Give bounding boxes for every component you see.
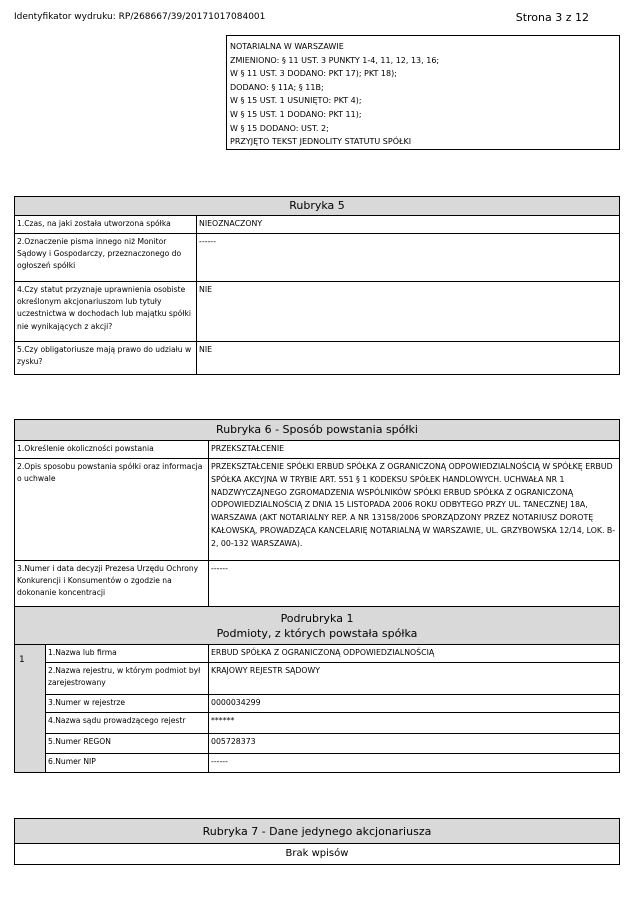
field-label: 1.Nazwa lub firma (46, 645, 209, 662)
section-title: Rubryka 5 (15, 197, 619, 216)
field-label: 5.Czy obligatoriusze mają prawo do udziału w zysku? (15, 342, 197, 374)
table-row (15, 441, 619, 459)
subsection-body (15, 645, 619, 772)
table-row (15, 342, 619, 374)
rubryka-5 (14, 196, 620, 375)
section-title: Rubryka 7 - Dane jedynego akcjonariusza (15, 819, 619, 844)
field-label: 4.Nazwa sądu prowadzącego rejestr (46, 713, 209, 733)
text-line: W § 11 UST. 3 DODANO: PKT 17); PKT 18); (230, 69, 397, 79)
field-value: ****** (211, 716, 235, 725)
table-row (46, 734, 619, 754)
text-line: PRZYJĘTO TEKST JEDNOLITY STATUTU SPÓŁKI (230, 137, 412, 147)
field-value: NIE (199, 285, 213, 294)
table-row (46, 754, 619, 772)
empty-message: Brak wpisów (285, 848, 349, 859)
table-row (15, 282, 619, 342)
text-line: NOTARIALNA W WARSZAWIE (230, 42, 344, 51)
section-title: Rubryka 6 - Sposób powstania spółki (15, 420, 619, 441)
table-row (46, 695, 619, 713)
field-label: 1.Czas, na jaki została utworzona spółka (15, 216, 197, 233)
field-label: 2.Oznaczenie pisma innego niż Monitor Sądowy i Gospodarczy, przeznaczonego do ogłoszeń spółki (15, 234, 197, 281)
subsection-title: Podrubryka 1 (280, 612, 354, 625)
field-label: 1.Określenie okoliczności powstania (15, 441, 209, 458)
text-line: W § 15 DODANO: UST. 2; (230, 123, 329, 133)
field-label: 6.Numer NIP (46, 754, 209, 772)
field-label: 4.Czy statut przyznaje uprawnienia osobiste określonym akcjonariuszom lub tytuły uczestnictwa w dochodach lub majątku spółki nie wynikających z akcji? (15, 282, 197, 341)
field-value: KRAJOWY REJESTR SĄDOWY (211, 666, 321, 675)
table-row (15, 459, 619, 561)
field-value: ------ (211, 757, 228, 766)
table-row (46, 663, 619, 695)
field-label: 3.Numer w rejestrze (46, 695, 209, 712)
field-label: 2.Nazwa rejestru, w którym podmiot był zarejestrowany (46, 663, 209, 694)
continuation-box (226, 35, 620, 150)
table-row (15, 234, 619, 282)
field-value: NIEOZNACZONY (199, 219, 263, 228)
text-line: ZMIENIONO: § 11 UST. 3 PUNKTY 1-4, 11, 12, 13, 16; (230, 55, 440, 65)
text-line: DODANO: § 11A; § 11B; (230, 82, 324, 92)
field-value: PRZEKSZTAŁCENIE (211, 444, 285, 453)
field-value: NIE (199, 345, 213, 354)
entry-number: 1 (15, 645, 46, 772)
table-row (46, 645, 619, 663)
field-label: 5.Numer REGON (46, 734, 209, 753)
rubryka-7 (14, 818, 620, 865)
print-identifier: Identyfikator wydruku: RP/268667/39/20171017084001 (14, 12, 266, 22)
field-value: 0000034299 (211, 698, 261, 707)
field-value: ------ (199, 237, 216, 246)
rubryka-6 (14, 419, 620, 773)
table-row (15, 561, 619, 607)
subsection-subtitle: Podmioty, z których powstała spółka (216, 627, 418, 640)
field-label: 3.Numer i data decyzji Prezesa Urzędu Ochrony Konkurencji i Konsumentów o zgodzie na dokonanie koncentracji (15, 561, 209, 606)
subsection-header (15, 607, 619, 645)
field-value: PRZEKSZTAŁCENIE SPÓŁKI ERBUD SPÓŁKA Z OGRANICZONĄ ODPOWIEDZIALNOŚCIĄ W SPÓŁKĘ ERBUD SPÓŁKA AKCYJNA W TRYBIE ART. 551 § 1 KODEKSU SPÓŁEK HANDLOWYCH. UCHWAŁA NR 1 NADZWYCZAJNEGO ZGROMADZENIA WSPÓLNIKÓW SPÓŁKI ERBUD SPÓŁKA Z OGRANICZONĄ ODPOWIEDZIALNOŚCIĄ Z DNIA 15 LISTOPADA 2006 ROKU ODBYTEGO PRZY UL. TANECZNEJ 18A, WARSZAWA (AKT NOTARIALNY REP. A NR 13158/2006 SPORZĄDZONY PRZEZ NOTARIUSZ DOROTĘ KAŁOWSKĄ, PROWADZĄCA KANCELARIĘ NOTARIALNĄ W WARSZAWIE, UL. GRZYBOWSKA 12/14, LOK. B-2, 00-132 WARSZAWA). (211, 462, 616, 548)
field-value: ERBUD SPÓŁKA Z OGRANICZONĄ ODPOWIEDZIALNOŚCIĄ (211, 648, 435, 657)
page-number: Strona 3 z 12 (515, 11, 589, 24)
text-line: W § 15 UST. 1 USUNIĘTO: PKT 4); (230, 96, 362, 106)
text-line: W § 15 UST. 1 DODANO: PKT 11); (230, 109, 362, 119)
field-value: ------ (211, 564, 228, 573)
field-label: 2.Opis sposobu powstania spółki oraz informacja o uchwale (15, 459, 209, 560)
field-value: 005728373 (211, 737, 256, 746)
table-row (15, 216, 619, 234)
table-row (46, 713, 619, 734)
